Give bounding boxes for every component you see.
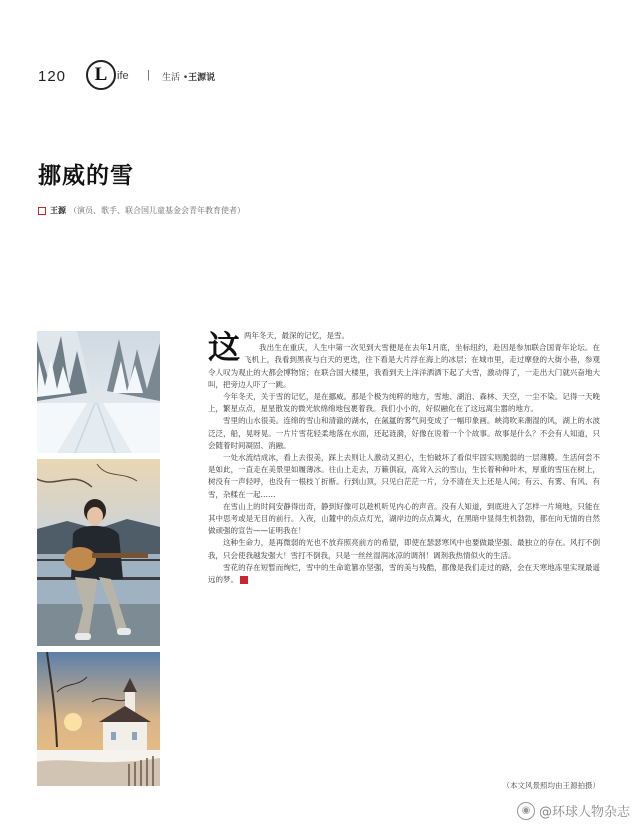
section-prefix: 生活 • bbox=[162, 73, 189, 83]
article-body bbox=[208, 330, 600, 586]
article-paragraph: 在雪山上的时间安静得出奇，静到好像可以趁机听见内心的声音。没有人知道，到底进入了怎样一片境地，只能在其中思考或是无目的前行。入夜，山麓中的点点灯光，湖岸边的点点篝火，在黑暗中显得生机勃勃，都在向无情的自然做顽强的宣告——证明我在！ bbox=[208, 501, 600, 536]
guitar-lake-photo bbox=[37, 459, 160, 646]
article-paragraph: 这种生命力，是再微弱的光也不放弃照亮前方的希望，即使在瑟瑟寒风中也要做最坚强、最独立的存在。风打不倒我，只会使我越发强大！雪打不倒我，只是一丝丝湿润冰凉的调剂！调剂我热情似火的生活。 bbox=[208, 538, 600, 560]
article-paragraph: 一处水流结成冰，看上去很美，踩上去则让人激动又担心，生怕破坏了看似牢固实则脆弱的一层薄膜。生活何尝不是如此，一直走在美景里如履薄冰。往山上走去，万籁俱寂，高耸入云的雪山，生长着种种叶木，厚重的雪压在树上，树没有一声轻呼，也没有一根枝丫折断。行到山顶，只见白茫茫一片，分不清在天上还是人间；有云、有雾、有风、有雪，杂糅在一起…… bbox=[208, 453, 600, 499]
snow-road-photo bbox=[37, 331, 160, 453]
article-paragraph: 雪花的存在短暂而绚烂，雪中的生命诡篡亦坚强，雪的美与残酷，都像是我们走过的路，会在天寒地冻里实现最遥远的梦。 G bbox=[208, 562, 600, 585]
article-paragraph: 雪里的山水很美。连绵的雪山和清澈的湖水，在氤氲的雾气间变成了一幅印象画。峡湾吹来潮湿的风，湖上的水波泛泛，船，晃呀晃。一片片雪花轻柔地落在水面，还起涟漪，好像在说着一个个故事。故事是什么？不会有人知道，只会随着时间凝固、消融。 bbox=[208, 416, 600, 450]
watermark bbox=[517, 801, 630, 820]
article-title: 挪威的雪 bbox=[38, 162, 134, 189]
end-mark-icon: G bbox=[240, 576, 248, 584]
drop-cap: 这 bbox=[208, 328, 241, 366]
section-label bbox=[162, 70, 215, 83]
byline bbox=[38, 205, 245, 216]
page-number: 120 bbox=[38, 68, 67, 85]
church-sunset-photo bbox=[37, 652, 160, 786]
article-paragraph: 这两年冬天，最深的记忆，是雪。 bbox=[208, 328, 350, 366]
section-name: 王源说 bbox=[188, 73, 216, 83]
article-paragraph: 今年冬天，关于雪的记忆，是在挪威。那是个极为纯粹的地方，雪地、湖泊、森林、天空，一尘不染。记得一天晚上，繁星点点，星星散发的微光软绵绵地包裹着我。我们小小的，好似融化在了这远离尘嚣的地方。 bbox=[208, 392, 600, 414]
photo-credit: （本文风景照均由王源拍摄） bbox=[502, 781, 600, 790]
weibo-logo-icon: ◉ bbox=[517, 802, 535, 820]
watermark-text: @环球人物杂志 bbox=[538, 805, 630, 820]
byline-description: （演员、歌手、联合国儿童基金会青年教育使者） bbox=[69, 206, 245, 215]
header-divider: | bbox=[147, 69, 150, 81]
life-logo-icon: L bbox=[86, 60, 116, 90]
article-paragraph: 我出生在重庆，人生中第一次见到大雪便是在去年1月底，坐标纽约，赴因是参加联合国青年论坛。在飞机上，我看到黑夜与白天的更迭，往下看是大片浮在海上的冰层；在城市里，走过摩登的大街小巷，参观令人叹为观止的大都会博物馆；在联合国大楼里，我看到天上洋洋洒洒下起了大雪，激动得了，一走出大门就兴奋地大叫，把旁边人吓了一跳。 bbox=[208, 343, 600, 389]
life-logo-text: ife bbox=[117, 70, 129, 82]
byline-author: 王源 bbox=[50, 206, 66, 215]
byline-square-icon bbox=[38, 207, 46, 215]
